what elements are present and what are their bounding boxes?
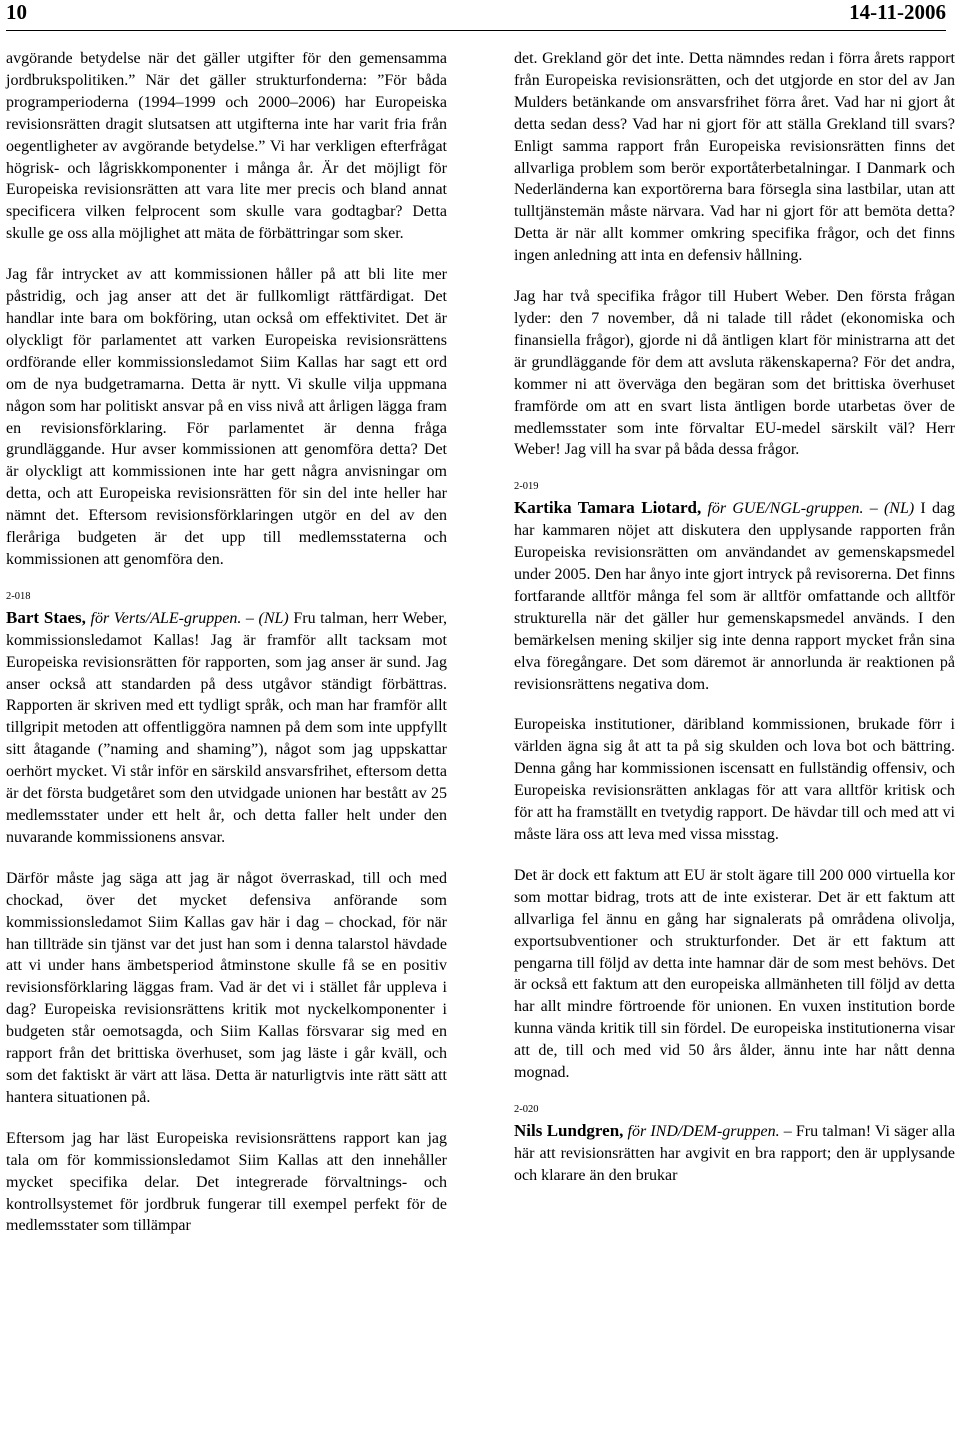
speech-dash: – <box>783 1122 792 1140</box>
speech-dash: – <box>245 609 254 627</box>
paragraph: Jag har två specifika frågor till Hubert Weber. Den första frågan lyder: den 7 november, då ni talade till rådet (ekonomiska och finansiella frågor), gjorde ni då äntligen klart för ministrarna att det är grundläggande för dem att avsluta räkenskaperna? För det andra, kommer ni att överväga den begäran som det brittiska överhuset framförde om att en svart lista äntligen borde utarbetas över de medlemsstater som inte förvaltar EU-medel särskilt väl? Herr Weber! Jag vill ha svar på båda dessa frågor. <box>514 288 955 459</box>
page-number: 10 <box>6 0 27 24</box>
speaker-name: Nils Lundgren, <box>514 1120 624 1140</box>
paragraph: Därför måste jag säga att jag är något överraskad, till och med chockad, över det mycket defensiva anförande som kommissionsledamot Siim Kallas gav här i dag – chockad, för när han tillträde sin tjänst var det just han som i denna talarstol hävdade att vi under hans ämbetsperiod åtminstone skulle få se en positiv revisionsförklaring läggas fram. Vad är det vi i stället får uppleva i dag? Europeiska revisionsrättens kritik mot nyckelkomponenter i budgeten står oemotsagda, och Siim Kallas försvarar sig med en rapport från det brittiska överhuset, som jag läste i går kväll, och som det faktiskt är värt att läsa. Detta är naturligtvis inte rätt sätt att hantera situationen på. <box>6 869 447 1106</box>
right-column <box>514 48 955 1187</box>
speech-liotard <box>514 497 955 695</box>
language-tag: (NL) <box>883 500 915 518</box>
page-date: 14-11-2006 <box>849 0 946 24</box>
speech-text: I dag har kammaren nöjet att diskutera den upplysande rapporten från Europeiska revisionsrätten om användandet av gemenskapsmedel under 2005. Den har ånyo inte gjort intryck på revisorerna. Det finns fortfarande alltför många fel som är alltför omfattande och alltför strukturella när det gäller hur gemenskapsmedel används. I den bemärkelsen mening skiljer sig inte denna rapport mycket från sina elva föregångare. Det som däremot är annorlunda är reaktionen på revisionsrättens negativa dom. <box>514 500 956 693</box>
speaker-group: för GUE/NGL-gruppen. <box>707 500 864 518</box>
language-tag: (NL) <box>258 609 289 627</box>
speaker-name: Kartika Tamara Liotard, <box>514 498 702 518</box>
left-column <box>6 48 447 1237</box>
speech-text: Fru talman! Vi säger alla här att revisionsrätten har avgivit en bra rapport; den är upplysande och klarare än den brukar <box>514 1122 956 1184</box>
paragraph: avgörande betydelse när det gäller utgifter för den gemensamma jordbrukspolitiken.” När det gäller strukturfonderna: ”För båda programperioderna (1994–1999 och 2000–2006) har Europeiska revisionsrätten dragit slutsatsen att utgifterna inte har varit fria från oegentligheter av avgörande betydelse.” Vi har verkligen efterfrågat högrisk- och lågriskkomponenter i många år. Är det möjligt för Europeiska revisionsrätten att vara lite mer precis och bland annat specificera vilken felprocent som skulle vara godtagbar? Detta skulle ge oss alla möjlighet att mäta de förbättringar som sker. <box>6 50 447 243</box>
speech-reference: 2-018 <box>6 590 31 602</box>
paragraph: Europeiska institutioner, däribland kommissionen, brukade förr i världen ägna sig åt att ta på sig skulden och lova bot och bättring. Denna gång har kommissionen iscensatt en fullständig offensiv, och Europeiska revisionsrätten anklagas för att vara alltför kritisk och för att ha framställt en tvetydig rapport. De hävdar till och med att vi måste lära oss att leva med vissa misstag. <box>514 716 955 843</box>
speech-text: Fru talman, herr Weber, kommissionsledamot Kallas! Jag är framför allt tacksam mot Europeiska revisionsrätten för rapporten, som jag anser är sund. Jag anser också att standarden på dess utgåvor ständigt förbättras. Rapporten är skriven med ett tydligt språk, och man har framför allt tillgripit metoden att offentliggöra namnen på dem som inte uppfyllt sitt åtagande (”naming and shaming”), något som jag uppskattar oerhört mycket. Vi står inför en särskild ansvarsfrihet, eftersom detta är det första budgetåret som den utvidgade unionen har bestått av 25 medlemsstater under ett helt år, och detta faller helt under den nuvarande kommissionens ansvar. <box>6 609 448 846</box>
paragraph: Det är dock ett faktum att EU är stolt ägare till 200 000 virtuella kor som mottar bidrag, trots att de inte existerar. Det är ett faktum att allvarliga fel ännu en gång har signalerats på områdena olivolja, exportsubventioner och strukturfonder. Det är ett faktum att pengarna till följd av detta inte hamnar där de som mest behövs. Det är också ett faktum att den europeiska allmänheten till följd av detta har allt mindre förtroende för unionen. En vuxen institution borde kunna vända kritik till sin fördel. De europeiska institutionerna visar att de, till och med vid 50 års ålder, ännu inte har nått denna mognad. <box>514 866 955 1082</box>
paragraph: det. Grekland gör det inte. Detta nämndes redan i förra årets rapport från Europeiska revisionsrätten, och det utgjorde en stor del av Jan Mulders betänkande om ansvarsfrihet förra året. Vad har ni gjort åt detta sedan dess? Vad har ni gjort för att ställa Grekland till svars? Enligt samma rapport från Europeiska revisionsrätten finns det allvarliga problem som berör exportåterbetalningar. I Danmark och Nederländerna kan exportörerna bara försegla sina lastbilar, utan att tulltjänstemän måste närvara. Vad har ni gjort för att bemöta detta? Detta är när allt kommer omkring specifika frågor, och det finns ingen anledning att inta en defensiv hållning. <box>514 50 955 265</box>
speaker-group: för Verts/ALE-gruppen. <box>90 609 242 627</box>
speech-staes <box>6 607 447 849</box>
speech-dash: – <box>869 500 878 518</box>
speech-reference: 2-019 <box>514 481 539 493</box>
speech-lundgren <box>514 1120 955 1187</box>
speech-reference: 2-020 <box>514 1103 539 1115</box>
page-header <box>6 0 946 31</box>
paragraph: Eftersom jag har läst Europeiska revisionsrättens rapport kan jag tala om för kommissionsledamot Siim Kallas att den innehåller mycket specifika delar. Det integrerade förvaltnings- och kontrollsystemet för jordbruk fungerar till exempel perfekt för de medlemsstater som tillämpar <box>6 1129 447 1235</box>
speaker-group: för IND/DEM-gruppen. <box>627 1122 780 1140</box>
speaker-name: Bart Staes, <box>6 607 86 627</box>
paragraph: Jag får intrycket av att kommissionen håller på att bli lite mer påstridig, och jag anser att det är fullkomligt rättfärdigat. Det handlar inte bara om bokföring, utan också om effektivitet. Det är olyckligt för parlamentet att varken Europeiska revisionsrättens ordförande eller kommissionsledamot Siim Kallas har sagt ett ord om de nya budgetramarna. Detta är nytt. Vi skulle vilja uppmana någon som har politiskt ansvar på en viss nivå att årligen lägga fram en revisionsförklaring. För parlamentet är denna fråga grundläggande. Hur avser kommissionen att genomföra detta? Det är olyckligt att kommissionen inte har gett några anvisningar om detta, och att Europeiska revisionsrätten för sin del inte heller har nämnt det. Eftersom revisionsförklaringen utgör en del av den fleråriga budgeten är det upp till medlemsstaterna och kommissionen att genomföra den. <box>6 266 447 568</box>
